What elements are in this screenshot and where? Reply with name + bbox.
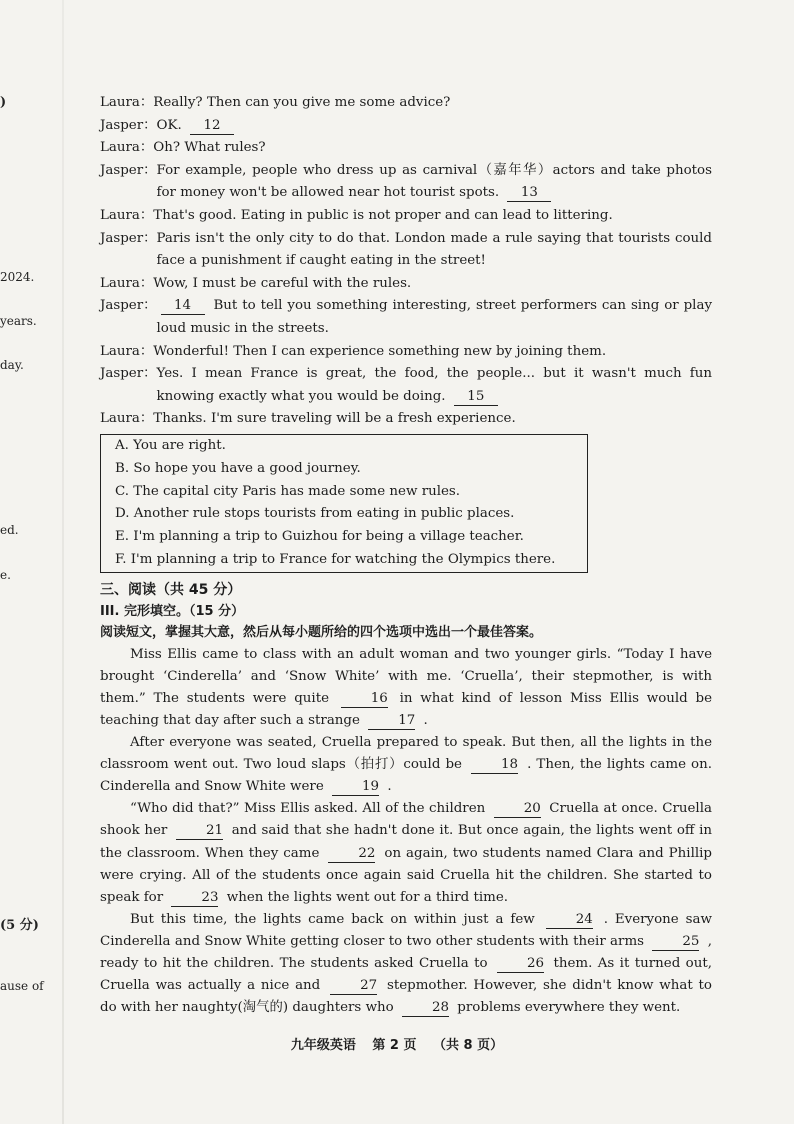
dialogue-line	[100, 92, 712, 115]
page-content	[100, 92, 712, 1019]
dialogue-text	[157, 115, 712, 138]
sentence: OK.	[156, 117, 182, 133]
dialogue-line	[100, 363, 712, 408]
cloze-passage	[100, 644, 712, 1020]
option-item: A. You are right.	[115, 437, 226, 453]
speaker-label: Jasper：	[100, 117, 157, 133]
option-item: F. I'm planning a trip to France for watching the Olympics there.	[115, 551, 556, 567]
footer-total: （共 8 页）	[433, 1038, 504, 1053]
passage-paragraph	[100, 644, 712, 732]
speaker-label: Laura：	[100, 140, 154, 156]
passage-text: .	[387, 779, 392, 795]
dialogue-line	[100, 341, 712, 364]
sentence: Thanks. I'm sure traveling will be a fresh experience.	[153, 411, 516, 427]
instruction: 阅读短文，掌握其大意，然后从每小题所给的四个选项中选出一个最佳答案。	[100, 624, 543, 640]
cloze-blank: 21	[176, 823, 223, 840]
passage-text: in what kind of lesson Miss Ellis would be teaching that day after such a strange	[100, 690, 712, 728]
bleed-text: (5 分)	[0, 918, 39, 933]
passage-text: when the lights went out for a third time.	[226, 889, 509, 905]
sentence: But to tell you something interesting, street performers can sing or play loud music in the streets.	[156, 298, 713, 336]
page-footer	[0, 1034, 794, 1053]
bleed-text: ed.	[0, 523, 19, 537]
sentence: Really? Then can you give me some advice?	[153, 95, 451, 110]
answer-options-box	[100, 434, 588, 573]
speaker-label: Laura：	[100, 207, 154, 223]
cloze-blank: 18	[471, 757, 518, 774]
speaker-label: Jasper：	[100, 298, 157, 314]
cloze-blank: 25	[652, 934, 699, 951]
bleed-text: e.	[0, 568, 11, 582]
sentence: Oh? What rules?	[153, 140, 266, 156]
cloze-blank: 20	[494, 801, 541, 818]
speaker-label: Laura：	[100, 411, 154, 427]
speaker-label: Jasper：	[100, 162, 157, 178]
option-item: B. So hope you have a good journey.	[115, 460, 361, 476]
sentence: For example, people who dress up as carnival（嘉年华）actors and take photos for money won't be allowed near hot tourist spots.	[156, 162, 712, 201]
dialogue-line	[100, 160, 712, 205]
dialogue-text	[157, 295, 712, 340]
dialogue-text	[157, 160, 712, 205]
dialogue-line	[100, 205, 712, 228]
dialogue-text	[153, 341, 712, 364]
sentence: That's good. Eating in public is not proper and can lead to littering.	[153, 207, 613, 223]
passage-text: . Then, the lights came on. Cinderella and Snow White were	[100, 757, 712, 795]
passage-text: stepmother. However, she didn't know what to do with her naughty(淘气的) daughters who	[100, 978, 712, 1016]
bleed-text: )	[0, 95, 7, 110]
dialogue-text	[153, 92, 712, 115]
cloze-blank: 19	[332, 779, 379, 796]
bleed-text: 2024.	[0, 270, 35, 284]
footer-page: 第 2 页	[372, 1038, 417, 1053]
cloze-blank: 17	[368, 713, 415, 730]
cloze-blank: 16	[341, 691, 388, 708]
dialogue-text	[153, 408, 712, 431]
dialogue-text	[157, 363, 712, 408]
dialogue-line	[100, 228, 712, 273]
passage-text: After everyone was seated, Cruella prepared to speak. But then, all the lights in the classroom went out. Two loud slaps（拍打）could be	[100, 735, 712, 773]
passage-text: on again, two students named Clara and Phillip were crying. All of the students once again said Cruella hit the children. She started to speak for	[100, 845, 712, 905]
answer-blank: 12	[190, 118, 234, 135]
dialogue-text	[153, 273, 712, 296]
sentence: Wonderful! Then I can experience something new by joining them.	[153, 343, 607, 359]
sentence: Wow, I must be careful with the rules.	[153, 275, 412, 291]
dialogue	[100, 92, 712, 431]
option-item: C. The capital city Paris has made some new rules.	[115, 483, 461, 499]
passage-text: them. As it turned out, Cruella was actually a nice and	[100, 956, 712, 994]
passage-text: . Everyone saw Cinderella and Snow White getting closer to two other students with their arms	[100, 911, 712, 949]
sentence: Yes. I mean France is great, the food, the people... but it wasn't much fun knowing exactly what you would be doing.	[156, 366, 712, 404]
speaker-label: Jasper：	[100, 230, 157, 246]
dialogue-line	[100, 273, 712, 296]
dialogue-text	[153, 137, 712, 160]
sentence: Paris isn't the only city to do that. London made a rule saying that tourists could face a punishment if caught eating in the street!	[156, 230, 712, 269]
answer-blank: 14	[161, 298, 205, 315]
passage-text: “Who did that?” Miss Ellis asked. All of the children	[130, 801, 486, 817]
left-page-bleed	[0, 0, 60, 1124]
passage-text: Miss Ellis came to class with an adult woman and two younger girls. “Today I have brought ‘Cinderella’ and ‘Snow White’ with me. ‘Cruella’, their stepmother, is with them.” The students were quite	[100, 646, 712, 706]
cloze-blank: 23	[171, 890, 218, 907]
answer-blank: 13	[507, 185, 551, 202]
cloze-blank: 26	[497, 956, 544, 973]
cloze-blank: 28	[402, 1000, 449, 1017]
passage-text: problems everywhere they went.	[457, 1000, 681, 1016]
dialogue-text	[153, 205, 712, 228]
bleed-text: day.	[0, 358, 24, 372]
section-title: 三、阅读（共 45 分）	[100, 581, 242, 598]
dialogue-line	[100, 295, 712, 340]
cloze-blank: 22	[328, 846, 375, 863]
footer-subject: 九年级英语	[290, 1038, 356, 1053]
cloze-blank: 27	[330, 978, 377, 995]
dialogue-text	[157, 228, 712, 273]
passage-text: But this time, the lights came back on within just a few	[130, 911, 535, 927]
bleed-text: years.	[0, 314, 37, 328]
page-fold-shadow	[62, 0, 64, 1124]
option-item: D. Another rule stops tourists from eating in public places.	[115, 506, 515, 522]
passage-paragraph	[100, 909, 712, 1019]
answer-blank: 15	[454, 389, 498, 406]
dialogue-line	[100, 115, 712, 138]
passage-text: .	[423, 712, 428, 728]
dialogue-line	[100, 408, 712, 431]
sub-title: III. 完形填空。（15 分）	[100, 603, 245, 619]
passage-text: Cruella at once. Cruella shook her	[100, 801, 712, 839]
speaker-label: Laura：	[100, 275, 154, 291]
speaker-label: Jasper：	[100, 366, 157, 382]
speaker-label: Laura：	[100, 343, 154, 359]
cloze-blank: 24	[546, 912, 593, 929]
dialogue-line	[100, 137, 712, 160]
bleed-text: ause of	[0, 979, 44, 993]
passage-paragraph	[100, 732, 712, 798]
passage-text: and said that she hadn't done it. But once again, the lights went off in the classroom. When they came	[100, 823, 712, 861]
speaker-label: Laura：	[100, 95, 154, 110]
option-item: E. I'm planning a trip to Guizhou for being a village teacher.	[115, 529, 524, 545]
passage-text: , ready to hit the children. The students asked Cruella to	[100, 933, 712, 971]
passage-paragraph	[100, 798, 712, 908]
